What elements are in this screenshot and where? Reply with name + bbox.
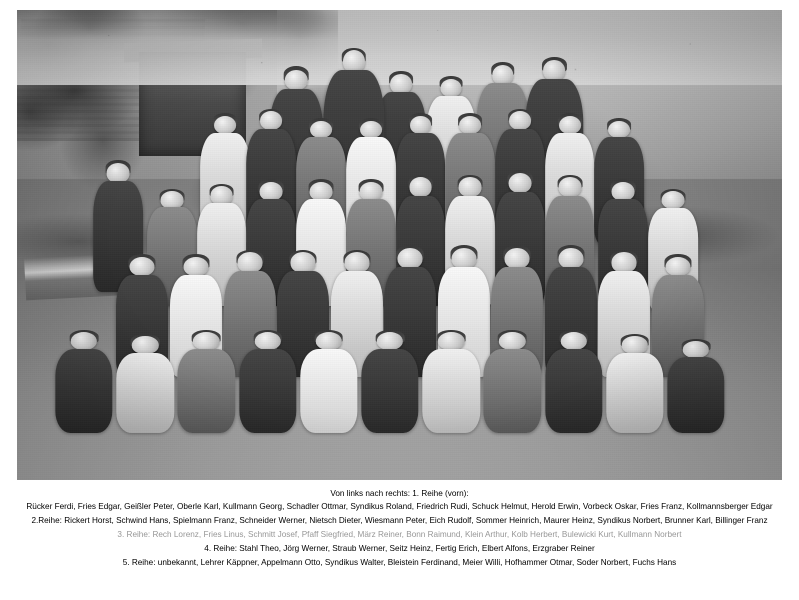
child-figure xyxy=(55,330,112,433)
child-figure xyxy=(300,330,357,433)
child-figure xyxy=(606,334,663,433)
group-of-children xyxy=(17,10,782,480)
caption-row-1: Rücker Ferdi, Fries Edgar, Geißler Peter, Oberle Karl, Kullmann Georg, Schadler Ottmar, Syndikus Roland, Friedrich Rudi, Schuck Helmut, Herold Erwin, Vorbeck Oskar, Fries Franz, Kollmannsberger Edgar xyxy=(26,502,773,512)
child-figure xyxy=(116,334,173,433)
caption-block xyxy=(0,484,799,568)
child-figure xyxy=(239,330,296,433)
caption-row-3: 3. Reihe: Rech Lorenz, Fries Linus, Schmitt Josef, Pfaff Siegfried, März Reiner, Bonn Raimund, Klein Arthur, Kolb Herbert, Bulewicki Kurt, Kullmann Norbert xyxy=(117,530,682,540)
child-figure xyxy=(667,339,724,433)
photo-image xyxy=(17,10,782,480)
caption-heading: Von links nach rechts: 1. Reihe (vorn): xyxy=(330,488,469,498)
class-photo xyxy=(17,10,782,480)
child-figure xyxy=(484,330,541,433)
caption-row-2: 2.Reihe: Rickert Horst, Schwind Hans, Spielmann Franz, Schneider Werner, Nietsch Dieter, Wiesmann Peter, Eich Rudolf, Sommer Heinrich, Maurer Heinz, Syndikus Norbert, Brunner Karl, Billinger Franz xyxy=(31,516,768,526)
child-figure xyxy=(361,330,418,433)
caption-row-4: 4. Reihe: Stahl Theo, Jörg Werner, Straub Werner, Seitz Heinz, Fertig Erich, Elbert Alfons, Erzgraber Reiner xyxy=(204,544,595,554)
caption-row-5: 5. Reihe: unbekannt, Lehrer Käppner, Appelmann Otto, Syndikus Walter, Bleistein Ferdinand, Meier Willi, Hofhammer Otmar, Soder Norbert, Fuchs Hans xyxy=(122,558,677,568)
child-figure xyxy=(422,330,479,433)
child-figure xyxy=(178,330,235,433)
child-figure xyxy=(545,330,602,433)
